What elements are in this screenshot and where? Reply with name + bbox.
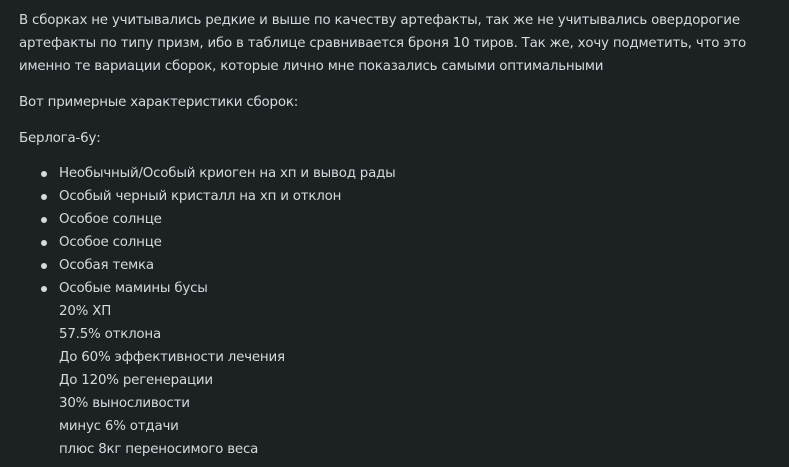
stats-list <box>19 300 784 461</box>
bullet-icon <box>41 240 47 246</box>
characteristics-heading: Вот примерные характеристики сборок: <box>19 95 299 110</box>
stat-line: 20% ХП <box>59 304 112 319</box>
stat-line: До 60% эффективности лечения <box>59 350 285 365</box>
artifact-label: Особый черный кристалл на хп и отклон <box>59 189 342 204</box>
intro-paragraph: В сборках не учитывались редкие и выше по качеству артефакты, так же не учитывались овердорогие артефакты по типу призм, ибо в таблице сравнивается броня 10 тиров. Так же, хочу подметить, что это именно те вариации сборок, которые лично мне показались самыми оптимальными <box>19 13 746 74</box>
bullet-icon <box>41 171 47 177</box>
artifact-list-item <box>19 208 784 231</box>
artifact-label: Особое солнце <box>59 212 162 227</box>
stat-line: 30% выносливости <box>59 396 190 411</box>
artifact-list-item <box>19 185 784 208</box>
artifact-label: Особое солнце <box>59 235 162 250</box>
artifact-label: Особая темка <box>59 258 154 273</box>
bullet-icon <box>41 217 47 223</box>
stat-line: 57.5% отклона <box>59 327 161 342</box>
artifact-label: Особые мамины бусы <box>59 281 208 296</box>
artifact-list <box>19 162 784 300</box>
stat-line: минус 6% отдачи <box>59 419 179 434</box>
stat-line: До 120% регенерации <box>59 373 213 388</box>
artifact-list-item <box>19 162 784 185</box>
artifact-list-item <box>19 254 784 277</box>
stat-line: плюс 8кг переносимого веса <box>59 442 259 457</box>
message-content <box>19 9 784 461</box>
build-title: Берлога-6у: <box>19 131 101 146</box>
bullet-icon <box>41 263 47 269</box>
artifact-label: Необычный/Особый криоген на хп и вывод рады <box>59 166 396 181</box>
artifact-list-item <box>19 231 784 254</box>
bullet-icon <box>41 286 47 292</box>
bullet-icon <box>41 194 47 200</box>
artifact-list-item <box>19 277 784 300</box>
